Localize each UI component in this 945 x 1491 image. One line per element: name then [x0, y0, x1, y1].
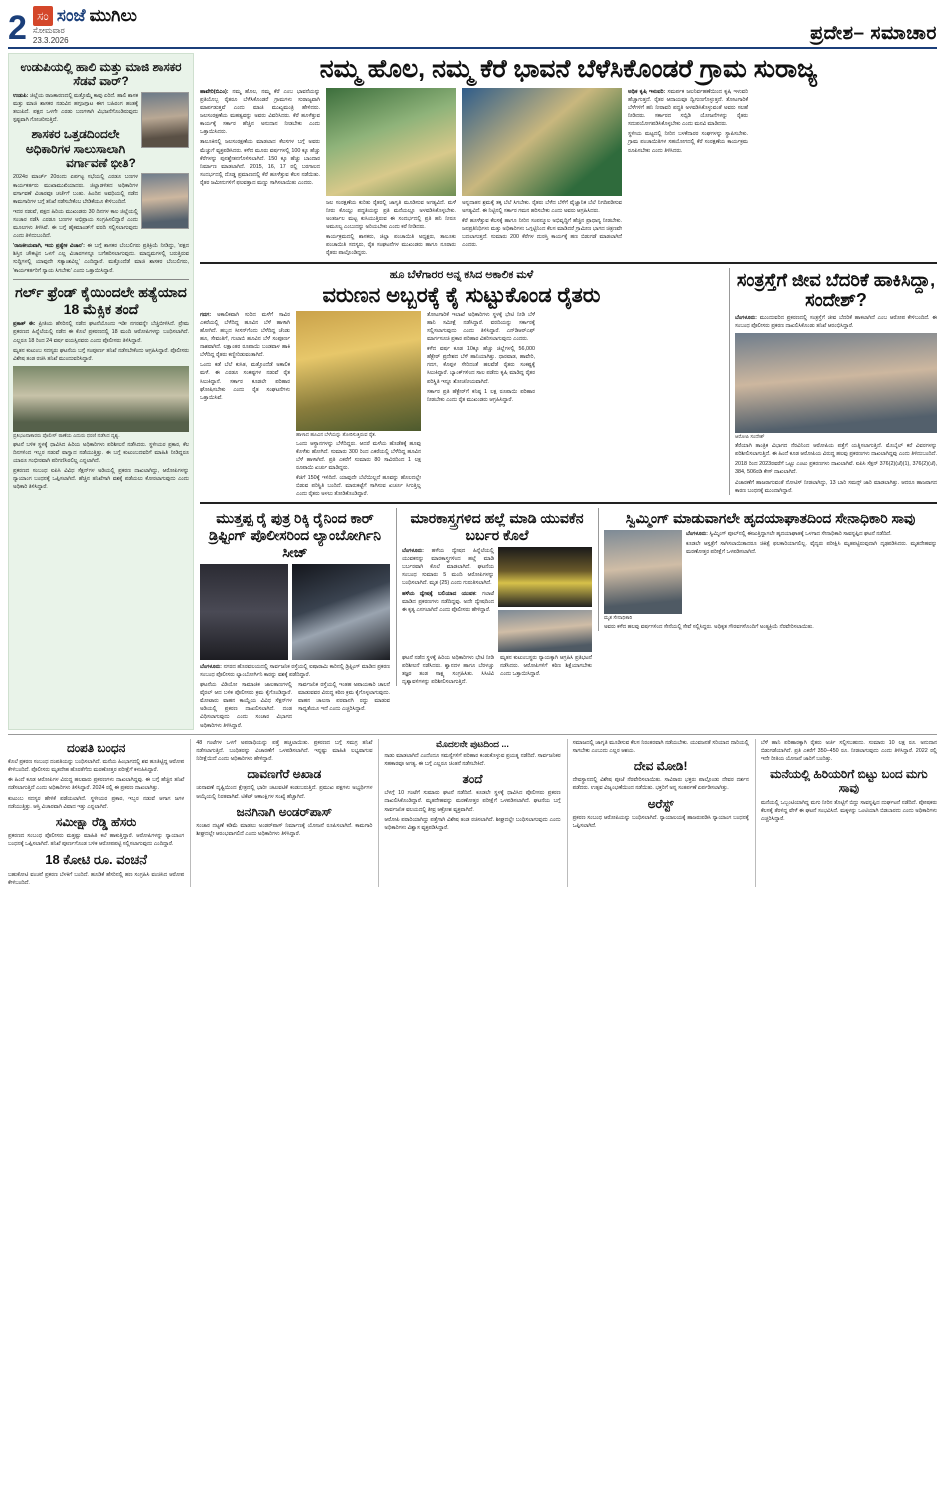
protest-photo-caption: ಪ್ರತಿಭಟನಾಕಾರರು ಪೊಲೀಸ್ ಠಾಣೆಯ ಎದುರು ಧರಣಿ ನಡೆಸಿದ ದೃಶ್ಯ. [13, 432, 120, 439]
publication-date: 23.3.2026 [32, 36, 69, 45]
threat-col-2: ತೆರೆಯಾಗಿ ತಾಂತ್ರಿಕ ವಿಭಾಗದ ನೆರವಿನಿಂದ ಆರೋಪಿಯ ಪತ್ತೆಗೆ ಯತ್ನಿಸಲಾಗುತ್ತಿದೆ. ಮೊಬೈಲ್ ಕರೆ ವಿವರಗಳನ್ನು ಪರಿಶೀಲಿಸಲಾಗುತ್ತಿದೆ. ಈ ಹಿಂದೆ ಕೂಡ ಆರೋಪಿಯ ವಿರುದ್ಧ ಹಲವು ಪ್ರಕರಣಗಳು ದಾಖಲಾಗಿದ್ದವು ಎಂದು ತಿಳಿದುಬಂದಿದೆ. [735, 443, 937, 458]
threat-photo-caption: ಆರೋಪಿ ಸಂದೇಶ್ [735, 434, 765, 441]
left-headline-1: ಉಡುಪಿಯಲ್ಲಿ ಹಾಲಿ ಮತ್ತು ಮಾಜಿ ಶಾಸಕರ ಸೆಡವೆ ವಾರ್? [20, 60, 182, 89]
murder-story [396, 508, 592, 686]
car-person-photo [200, 564, 288, 660]
bottom-col-2 [190, 739, 372, 887]
car-vehicle-photo [292, 564, 390, 660]
bottom-col1-p5: ಬಹುಕೋಟಿ ವಂಚನೆ ಪ್ರಕರಣ ಬೆಳಕಿಗೆ ಬಂದಿದೆ. ಹೂಡಿಕೆ ಹೆಸರಿನಲ್ಲಿ ಹಣ ಸಂಗ್ರಹಿಸಿ ವಂಚಿಸಿದ ಆರೋಪ ಕೇಳಿಬಂದಿದೆ. [8, 871, 185, 887]
murder-sub-kicker: ಹಳೆಯ ದ್ವೇಷಕ್ಕೆ ಬಲಿಯಾದ ಯುವಕ: [402, 590, 477, 597]
logo-subtitle: ಸೋಮವಾರ [32, 26, 65, 35]
left-article-3 [13, 320, 189, 344]
bottom-col2-p3: ಸಂಚಾರ ದಟ್ಟಣೆ ಕಡಿಮೆ ಮಾಡಲು ಅಂಡರ್‌ಪಾಸ್ ನಿರ್ಮಾಣಕ್ಕೆ ಯೋಜನೆ ರೂಪಿಸಲಾಗಿದೆ. ಕಾಮಗಾರಿ ಶೀಘ್ರದಲ್ಲೇ ಆರಂಭವಾಗಲಿದೆ ಎಂದು ಅಧಿಕಾರಿಗಳು ತಿಳಿಸಿದ್ದಾರೆ. [196, 823, 373, 838]
murder-col-2: ಗಲಾಟೆ ಮಾಡಿದ ಪ್ರಕರಣಗಳು ನಡೆದಿದ್ದವು. ಅದೇ ದ್ವೇಷದಿಂದ ಈ ಕೃತ್ಯ ಎಸಗಲಾಗಿದೆ ಎಂದು ಪೊಲೀಸರು ಹೇಳಿದ್ದಾರೆ. [402, 590, 495, 613]
rain-col-3b: ಕಳೆದ ವರ್ಷ ಕೂಡ 10ಕ್ಕೂ ಹೆಚ್ಚು ಜಿಲ್ಲೆಗಳಲ್ಲಿ 56,000 ಹೆಕ್ಟೇರ್ ಪ್ರದೇಶದ ಬೆಳೆ ಹಾನಿಯಾಗಿತ್ತು. ಧಾರವಾಡ, ಹಾವೇರಿ, ಗದಗ, ಕೊಪ್ಪಳ ಸೇರಿದಂತೆ ಹಲವೆಡೆ ರೈತರು ಸಂಕಷ್ಟಕ್ಕೆ ಸಿಲುಕಿದ್ದಾರೆ. ಬ್ಯಾಂಕ್‌ಗಳಿಂದ ಸಾಲ ಪಡೆದು ಕೃಷಿ ಮಾಡಿದ್ದ ರೈತರ ಪರಿಸ್ಥಿತಿ ಇನ್ನೂ ಶೋಚನೀಯವಾಗಿದೆ. [427, 346, 535, 385]
lead-col-4: ಸಮರ್ಪಕ ಜಲನಿರ್ವಹಣೆಯಿಂದ ಕೃಷಿ ಇಳುವರಿ ಹೆಚ್ಚಾಗುತ್ತದೆ. ರೈತರ ಆದಾಯವೂ ದ್ವಿಗುಣಗೊಳ್ಳುತ್ತದೆ. ತೋಟಗಾರಿಕೆ ಬೆಳೆಗಳಿಗೆ ಹನಿ ನೀರಾವರಿ ಪದ್ಧತಿ ಅಳವಡಿಸಿಕೊಳ್ಳುವಂತೆ ಅವರು ಸಲಹೆ ನೀಡಿದರು. ಸರ್ಕಾರದ ಸಬ್ಸಿಡಿ ಯೋಜನೆಗಳನ್ನು ರೈತರು ಸದುಪಯೋಗಪಡಿಸಿಕೊಳ್ಳಬೇಕು ಎಂದು ಮನವಿ ಮಾಡಿದರು. [628, 88, 748, 128]
murder-scene-photo [498, 547, 592, 607]
left-para-3: ಇದರ ನಡುವೆ, ಪಕ್ಷದ ಹಿರಿಯ ಮುಖಂಡರು 30 ದಿನಗಳ ಕಾಲ ಜಿಲ್ಲೆಯಲ್ಲಿ ಸಂಚಾರ ನಡೆಸಿ ಎರಡೂ ಬಣಗಳ ಅಭಿಪ್ರಾಯ ಸಂಗ್ರಹಿಸಲಿದ್ದಾರೆ ಎಂದು ಮೂಲಗಳು ತಿಳಿಸಿವೆ. ಈ ಬಗ್ಗೆ ಹೈಕಮಾಂಡ್‌ಗೆ ವರದಿ ಸಲ್ಲಿಸಲಾಗುವುದು ಎಂದು ತಿಳಿದುಬಂದಿದೆ. [13, 208, 138, 240]
left-headline-2: ಗರ್ಲ್‌ ಫ್ರೆಂಡ್‌ ಕೈಯಿಂದಲೇ ಹತ್ಯೆಯಾದ 18 ಮೆಕ್ಸಿಕ ತಂದೆ [15, 283, 187, 317]
rain-col-2b: ಕೆಜಿಗೆ 150ಕ್ಕೆ ಇಳಿದಿದೆ. ಯಾವುದೇ ಬೆಲೆಯಿಲ್ಲದೆ ಹೂವನ್ನು ಹೊಲದಲ್ಲೇ ಬಿಡುವ ಪರಿಸ್ಥಿತಿ ಬಂದಿದೆ. ಮಾರುಕಟ್ಟೆಗೆ ಸಾಗಿಸುವ ಖರ್ಚೂ ಸಿಗುತ್ತಿಲ್ಲ ಎಂದು ರೈತರು ಅಳಲು ತೋಡಿಕೊಂಡಿದ್ದಾರೆ. [296, 475, 421, 498]
bottom-col4-p2: ಪ್ರಕರಣ ಸಂಬಂಧ ಆರೋಪಿಯನ್ನು ಬಂಧಿಸಲಾಗಿದೆ. ನ್ಯಾಯಾಲಯಕ್ಕೆ ಹಾಜರುಪಡಿಸಿ ನ್ಯಾಯಾಂಗ ಬಂಧನಕ್ಕೆ ಒಪ್ಪಿಸಲಾಗಿದೆ. [572, 814, 749, 830]
bottom-head-3: 18 ಕೋಟಿ ರೂ. ವಂಚನೆ [45, 852, 147, 868]
bottom-col3-head-1: ತಂದೆ [462, 771, 483, 786]
bottom-col5-p0: ಬೆಳೆ ಹಾನಿ ಪರಿಹಾರಕ್ಕಾಗಿ ರೈತರು ಅರ್ಜಿ ಸಲ್ಲಿಸಬಹುದು. ಸುಮಾರು 10 ಲಕ್ಷ ರೂ. ಅನುದಾನ ಬಿಡುಗಡೆಯಾಗಿದೆ. ಪ್ರತಿ ಎಕರೆಗೆ 350–450 ರೂ. ನೀಡಲಾಗುವುದು ಎಂದು ತಿಳಿಸಿದ್ದಾರೆ. 2022 ರಲ್ಲಿ ಇದೇ ರೀತಿಯ ಯೋಜನೆ ಜಾರಿಗೆ ಬಂದಿತ್ತು. [760, 739, 938, 762]
left-lead-label: ಉಡುಪಿ: [13, 92, 29, 99]
portrait-photo-1 [141, 92, 189, 148]
threat-col-2c: ವಿಚಾರಣೆಗೆ ಹಾಜರಾಗುವಂತೆ ನೋಟಿಸ್ ನೀಡಲಾಗಿದ್ದು, 13 ಬಾರಿ ಸಮನ್ಸ್ ಜಾರಿ ಮಾಡಲಾಗಿತ್ತು. ಆದರೂ ಹಾಜರಾಗದ ಕಾರಣ ಬಂಧನಕ್ಕೆ ಮುಂದಾಗಿದ್ದಾರೆ. [735, 479, 937, 494]
threat-col-1: ಮುಂದುವರಿದ ಪ್ರಕರಣದಲ್ಲಿ ಸಂತ್ರಸ್ತೆಗೆ ಜೀವ ಬೆದರಿಕೆ ಹಾಕಲಾಗಿದೆ ಎಂಬ ಆರೋಪ ಕೇಳಿಬಂದಿದೆ. ಈ ಸಂಬಂಧ ಪೊಲೀಸರು ಪ್ರಕರಣ ದಾಖಲಿಸಿಕೊಂಡು ತನಿಖೆ ಆರಂಭಿಸಿದ್ದಾರೆ. [735, 314, 937, 329]
bottom-col1-p3: ಕುಟುಂಬ ಸದಸ್ಯರ ಹೇಳಿಕೆ ಪಡೆಯಲಾಗಿದೆ. ಸ್ಥಳೀಯರ ಪ್ರಕಾರ, ಇಬ್ಬರ ನಡುವೆ ಆಗಾಗ ಜಗಳ ನಡೆಯುತ್ತಿತ್ತು. ಆಸ್ತಿ ವಿಚಾರವಾಗಿ ವಿವಾದ ಇತ್ತು ಎನ್ನಲಾಗಿದೆ. [8, 795, 185, 810]
lead-headline: ನಮ್ಮ ಹೊಲ, ನಮ್ಮ ಕೆರೆ ಭಾವನೆ ಬೆಳೆಸಿಕೊಂಡರೆ ಗ್ರಾಮ ಸುರಾಜ್ಯ [319, 55, 818, 83]
left-sidebar-column [8, 53, 194, 730]
bottom-head-2: ಸಮೀಕ್ಷಾ ರೆಡ್ಡಿ ಹೆಸರು [55, 814, 137, 829]
bottom-col1-p2: ಈ ಹಿಂದೆ ಕೂಡ ಆರೋಪಿಗಳ ವಿರುದ್ಧ ಹಲವಾರು ಪ್ರಕರಣಗಳು ದಾಖಲಾಗಿದ್ದವು. ಈ ಬಗ್ಗೆ ಹೆಚ್ಚಿನ ತನಿಖೆ ನಡೆಸಲಾಗುತ್ತಿದೆ ಎಂದು ಅಧಿಕಾರಿಗಳು ತಿಳಿಸಿದ್ದಾರೆ. 2024 ರಲ್ಲಿ ಈ ಪ್ರಕರಣ ದಾಖಲಾಗಿತ್ತು. [8, 777, 185, 792]
car-col-2b: ಸಾರ್ವಜನಿಕ ರಸ್ತೆಯಲ್ಲಿ ಇಂತಹ ಅಪಾಯಕಾರಿ ಚಾಲನೆ ಮಾಡುವವರ ವಿರುದ್ಧ ಕಠಿಣ ಕ್ರಮ ಕೈಗೊಳ್ಳಲಾಗುವುದು. ವಾಹನ ಚಾಲನಾ ಪರವಾನಗಿ ರದ್ದು ಮಾಡುವ ಸಾಧ್ಯತೆಯೂ ಇದೆ ಎಂದು ಎಚ್ಚರಿಸಿದ್ದಾರೆ. [298, 682, 390, 713]
car-col-1: ನಗರದ ಹೊರವಲಯದಲ್ಲಿ ಸಾರ್ವಜನಿಕ ರಸ್ತೆಯಲ್ಲಿ ಐಷಾರಾಮಿ ಕಾರಿನಲ್ಲಿ ಡ್ರಿಫ್ಟಿಂಗ್ ಮಾಡಿದ ಪ್ರಕರಣ ಸಂಬಂಧ ಪೊಲೀಸರು ಲ್ಯಾಂಬೋರ್ಗಿನಿ ಕಾರನ್ನು ವಶಕ್ಕೆ ಪಡೆದಿದ್ದಾರೆ. [200, 663, 391, 678]
left-article-1 [13, 92, 189, 124]
murder-dateline: ಬೆಂಗಳೂರು: [402, 548, 424, 555]
lead-col-2b: ಕಾರ್ಯಕ್ರಮದಲ್ಲಿ ಶಾಸಕರು, ಜಿಲ್ಲಾ ಪಂಚಾಯಿತಿ ಅಧ್ಯಕ್ಷರು, ತಾಲೂಕು ಪಂಚಾಯಿತಿ ಸದಸ್ಯರು, ರೈತ ಸಂಘಟನೆಗಳ ಮುಖಂಡರು ಹಾಗೂ ನೂರಾರು ರೈತರು ಪಾಲ್ಗೊಂಡಿದ್ದರು. [326, 234, 456, 257]
lead-col-3b: ಕೆರೆ ಹೂಳೆತ್ತುವ ಕೆಲಸಕ್ಕೆ ಹಾಗೂ ನೀರಿನ ಸಂಪನ್ಮೂಲ ಅಭಿವೃದ್ಧಿಗೆ ಹೆಚ್ಚಿನ ಪ್ರಾಧಾನ್ಯ ನೀಡಬೇಕು. ಜನಪ್ರತಿನಿಧಿಗಳು ಮತ್ತು ಅಧಿಕಾರಿಗಳು ಒಗ್ಗಟ್ಟಿನಿಂದ ಕೆಲಸ ಮಾಡಿದರೆ ಗ್ರಾಮೀಣ ಭಾಗದ ಚಿತ್ರಣವೇ ಬದಲಾಗುತ್ತದೆ. ಸುಮಾರು 200 ಕೆರೆಗಳ ದುರಸ್ತಿ ಕಾರ್ಯಕ್ಕೆ ಹಣ ಬಿಡುಗಡೆ ಮಾಡಲಾಗಿದೆ ಎಂದರು. [462, 217, 622, 249]
rain-col-3: ತೋಟಗಾರಿಕೆ ಇಲಾಖೆ ಅಧಿಕಾರಿಗಳು ಸ್ಥಳಕ್ಕೆ ಭೇಟಿ ನೀಡಿ ಬೆಳೆ ಹಾನಿ ಸಮೀಕ್ಷೆ ನಡೆಸಿದ್ದಾರೆ. ವರದಿಯನ್ನು ಸರ್ಕಾರಕ್ಕೆ ಸಲ್ಲಿಸಲಾಗುವುದು ಎಂದು ತಿಳಿಸಿದ್ದಾರೆ. ಎನ್‌ಡಿಆರ್‌ಎಫ್ ಮಾರ್ಗಸೂಚಿ ಪ್ರಕಾರ ಪರಿಹಾರ ವಿತರಿಸಲಾಗುವುದು ಎಂದರು. [427, 311, 535, 342]
swim-col-1: ಸ್ವಿಮ್ಮಿಂಗ್ ಪೂಲ್‌ನಲ್ಲಿ ಈಜುತ್ತಿದ್ದಾಗಲೇ ಹೃದಯಾಘಾತಕ್ಕೆ ಒಳಗಾದ ಸೇನಾಧಿಕಾರಿ ಸಾವನ್ನಪ್ಪಿದ ಘಟನೆ ನಡೆದಿದೆ. [709, 531, 892, 538]
section-title: ಪ್ರದೇಶ– ಸಮಾಚಾರ [810, 23, 937, 44]
bottom-col5-head-1: ಮನೆಯಲ್ಲಿ ಹಿರಿಯರಿಗೆ ಬಿಟ್ಟು ಬಂದ ಮಗು ಸಾವು [770, 767, 928, 796]
threat-headline: ಸಂತ್ರಸ್ತೆಗೆ ಜೀವ ಬೆದರಿಕೆ ಹಾಕಿಸಿದ್ದಾ, ಸಂದೇಶ್? [736, 269, 936, 311]
murder-col-2c: ಮೃತನ ಕುಟುಂಬಸ್ಥರು ನ್ಯಾಯಕ್ಕಾಗಿ ಆಗ್ರಹಿಸಿ ಪ್ರತಿಭಟನೆ ನಡೆಸಿದರು. ಆರೋಪಿಗಳಿಗೆ ಕಠಿಣ ಶಿಕ್ಷೆಯಾಗಬೇಕು ಎಂದು ಒತ್ತಾಯಿಸಿದ್ದಾರೆ. [500, 655, 592, 678]
logo-word-2: ಮುಗಿಲು [89, 6, 137, 25]
bottom-col2-head-1: ದಾವಣಗೆರೆ ಅಖಾಡ [247, 767, 322, 782]
threat-dateline: ಬೆಂಗಳೂರು: [735, 314, 757, 321]
car-headline: ಮುತ್ತಪ್ಪ ರೈ ಪುತ್ರ ರಿಕ್ಕಿ ರೈನಿಂದ ಕಾರ್ ಡ್ರಿಫ್ಟಿಂಗ್ ಪೊಲೀಸರಿಂದ ಲ್ಯಾಂಬೋರ್ಗಿನಿ ಸೀಜ್ [208, 510, 382, 561]
bottom-col2-p2: ಚುನಾವಣೆ ದೃಷ್ಟಿಯಿಂದ ಕ್ಷೇತ್ರದಲ್ಲಿ ಭಾರೀ ಚಟುವಟಿಕೆ ಕಂಡುಬರುತ್ತಿದೆ. ಪ್ರಮುಖ ಪಕ್ಷಗಳು ಅಭ್ಯರ್ಥಿಗಳ ಆಯ್ಕೆಯಲ್ಲಿ ನಿರತವಾಗಿವೆ. ಟಿಕೆಟ್ ಆಕಾಂಕ್ಷಿಗಳ ಸಂಖ್ಯೆ ಹೆಚ್ಚಾಗಿದೆ. [196, 785, 373, 800]
bottom-col1-p4: ಪ್ರಕರಣದ ಸಂಬಂಧ ಪೊಲೀಸರು ಮತ್ತಷ್ಟು ಮಾಹಿತಿ ಕಲೆ ಹಾಕುತ್ತಿದ್ದಾರೆ. ಆರೋಪಿಗಳನ್ನು ನ್ಯಾಯಾಂಗ ಬಂಧನಕ್ಕೆ ಒಪ್ಪಿಸಲಾಗಿದೆ. ತನಿಖೆ ಪೂರ್ಣಗೊಂಡ ಬಳಿಕ ಆರೋಪಪಟ್ಟಿ ಸಲ್ಲಿಸಲಾಗುವುದು ಎಂದಿದ್ದಾರೆ. [8, 833, 185, 848]
threat-col-2b: 2018 ರಿಂದ 2023ರವರೆಗೆ ಒಟ್ಟು ಎಂಟು ಪ್ರಕರಣಗಳು ದಾಖಲಾಗಿವೆ. ಐಪಿಸಿ ಸೆಕ್ಷನ್ 376(2)(ಜೆ)(1), 376(2)(ಜೆ), 384, 506ರಡಿ ಕೇಸ್ ದಾಖಲಾಗಿದೆ. [735, 461, 937, 476]
bottom-col4-p1: ದೇವಸ್ಥಾನದಲ್ಲಿ ವಿಶೇಷ ಪೂಜೆ ನೆರವೇರಿಸಲಾಯಿತು. ಸಾವಿರಾರು ಭಕ್ತರು ಪಾಲ್ಗೊಂಡು ದೇವರ ದರ್ಶನ ಪಡೆದರು. ಉತ್ಸವ ವಿಜೃಂಭಣೆಯಿಂದ ನಡೆಯಿತು. ಭಕ್ತರಿಗೆ ಅನ್ನ ಸಂತರ್ಪಣೆ ಏರ್ಪಡಿಸಲಾಗಿತ್ತು. [572, 777, 749, 792]
swim-photo-caption: ಮೃತ ಸೇನಾಧಿಕಾರಿ [604, 615, 633, 622]
swim-dateline: ಬೆಂಗಳೂರು: [686, 531, 708, 538]
bottom-col2-head-2: ಜನಗಿನಾಗಿ ಅಂಡರ್‌ಪಾಸ್ [236, 804, 332, 819]
lead-col-3: ಅನ್ನದಾತನ ಶ್ರಮಕ್ಕೆ ತಕ್ಕ ಬೆಲೆ ಸಿಗಬೇಕು. ರೈತರು ಬೆಳೆದ ಬೆಳೆಗೆ ವೈಜ್ಞಾನಿಕ ಬೆಲೆ ನಿಗದಿಪಡಿಸುವ ಅಗತ್ಯವಿದೆ. ಈ ನಿಟ್ಟಿನಲ್ಲಿ ಸರ್ಕಾರ ಗಮನ ಹರಿಸಬೇಕು ಎಂದು ಅವರು ಆಗ್ರಹಿಸಿದರು. [462, 199, 622, 214]
main-column [200, 53, 937, 730]
swim-headline: ಸ್ವಿಮ್ಮಿಂಗ್ ಮಾಡುವಾಗಲೇ ಹೃದಯಾಘಾತದಿಂದ ಸೇನಾಧಿಕಾರಿ ಸಾವು [625, 510, 916, 527]
rain-dateline: ಗದಗ: [200, 311, 212, 318]
continued-label: ಮೊದಲನೇ ಪುಟದಿಂದ ... [436, 738, 509, 749]
top-area [8, 53, 937, 730]
threat-photo [735, 333, 937, 433]
bottom-col3-p2: ಆರೋಪಿ ಪರಾರಿಯಾಗಿದ್ದು ಪತ್ತೆಗಾಗಿ ವಿಶೇಷ ತಂಡ ರಚಿಸಲಾಗಿದೆ. ಶೀಘ್ರದಲ್ಲೇ ಬಂಧಿಸಲಾಗುವುದು ಎಂದು ಅಧಿಕಾರಿಗಳು ವಿಶ್ವಾಸ ವ್ಯಕ್ತಪಡಿಸಿದ್ದಾರೆ. [384, 816, 561, 831]
left-para-1: ಜಿಲ್ಲೆಯ ರಾಜಕಾರಣದಲ್ಲಿ ಮತ್ತೊಮ್ಮೆ ಕಾವು ಏರಿದೆ. ಹಾಲಿ ಶಾಸಕ ಮತ್ತು ಮಾಜಿ ಶಾಸಕರ ನಡುವಿನ ಹಗ್ಗಜಗ್ಗಾಟ ಈಗ ಬಹಿರಂಗ ಹಂತಕ್ಕೆ ತಲುಪಿದೆ. ಪಕ್ಷದ ಒಳಗೇ ಎರಡು ಬಣಗಳಾಗಿ ವಿಭಜನೆಗೊಂಡಿರುವುದು ಸ್ಪಷ್ಟವಾಗಿ ಗೋಚರಿಸುತ್ತಿದೆ. [13, 92, 138, 124]
rain-photo-caption: ಹಾಳಾದ ಹೂವಿನ ಬೆಳೆಯನ್ನು ತೋರಿಸುತ್ತಿರುವ ರೈತ. [296, 431, 377, 438]
rain-photo [296, 311, 421, 431]
rain-col-1b: ಒಂದು ಕಡೆ ಬೆಲೆ ಕುಸಿತ, ಮತ್ತೊಂದೆಡೆ ಅಕಾಲಿಕ ಮಳೆ. ಈ ಎರಡೂ ಸಂಕಷ್ಟಗಳ ನಡುವೆ ರೈತ ಸಿಲುಕಿದ್ದಾನೆ. ಸರ್ಕಾರ ಕೂಡಲೇ ಪರಿಹಾರ ಘೋಷಿಸಬೇಕು ಎಂದು ರೈತ ಸಂಘಟನೆಗಳು ಒತ್ತಾಯಿಸಿವೆ. [200, 362, 290, 401]
car-story [200, 508, 390, 729]
swim-col-2b: ಅವರು ಕಳೆದ ಹಲವು ವರ್ಷಗಳಿಂದ ಸೇನೆಯಲ್ಲಿ ಸೇವೆ ಸಲ್ಲಿಸಿದ್ದರು. ಅಧಿಕೃತ ಗೌರವಗಳೊಂದಿಗೆ ಅಂತ್ಯಕ್ರಿಯೆ ನೆರವೇರಿಸಲಾಯಿತು. [604, 624, 814, 631]
publication-logo [33, 6, 137, 45]
left-para-4: ಈ ಬಗ್ಗೆ ಶಾಸಕರ ಬೆಂಬಲಿಗರು ಪ್ರತಿಕ್ರಿಯೆ ನೀಡಿದ್ದು, 'ಪಕ್ಷದ ಶಿಸ್ತಿನ ಚೌಕಟ್ಟಿನ ಒಳಗೆ ಎಲ್ಲ ವಿಚಾರಗಳನ್ನೂ ಬಗೆಹರಿಸಲಾಗುವುದು. ಮಾಧ್ಯಮಗಳಲ್ಲಿ ಬರುತ್ತಿರುವ ಸುದ್ದಿಗಳಲ್ಲಿ ಯಾವುದೇ ಸತ್ಯಾಂಶವಿಲ್ಲ' ಎಂದಿದ್ದಾರೆ. ಮತ್ತೊಂದೆಡೆ ಮಾಜಿ ಶಾಸಕರ ಬೆಂಬಲಿಗರು, 'ಕಾರ್ಯಕರ್ತರಿಗೆ ನ್ಯಾಯ ಸಿಗಬೇಕು' ಎಂದು ಒತ್ತಾಯಿಸಿದ್ದಾರೆ. [13, 243, 189, 274]
second-row [200, 268, 937, 499]
bottom-col-1 [8, 739, 184, 887]
lead-col-4-label: ಅಧಿಕ ಕೃಷಿ ಇಳುವರಿ: [628, 88, 666, 95]
lead-photo-left [326, 88, 456, 196]
bottom-head-1: ದಂಪತಿ ಬಂಧನ [66, 740, 126, 755]
murder-victim-photo [498, 610, 592, 652]
lead-col-4-wrap [628, 88, 748, 129]
page-number: 2 [8, 9, 27, 47]
left-lead-label-2: ಪ್ರಕಾಶ್ ಈ: [13, 321, 36, 328]
murder-headline: ಮಾರಕಾಸ್ತ್ರಗಳಿದ ಹಲ್ಲೆ ಮಾಡಿ ಯುವಕೆನ ಬರ್ಬರ ಕೊಲೆ [410, 510, 584, 544]
bottom-col2-p1: 48 ಗಂಟೆಗಳ ಒಳಗೆ ಅಪರಾಧಿಯನ್ನು ಪತ್ತೆ ಹಚ್ಚಲಾಯಿತು. ಪ್ರಕರಣದ ಬಗ್ಗೆ ಸಮಗ್ರ ತನಿಖೆ ನಡೆಸಲಾಗುತ್ತಿದೆ. ಬಂಧಿತರನ್ನು ವಿಚಾರಣೆಗೆ ಒಳಪಡಿಸಲಾಗಿದೆ. ಇನ್ನಷ್ಟು ಮಾಹಿತಿ ಲಭ್ಯವಾಗುವ ನಿರೀಕ್ಷೆಯಿದೆ ಎಂದು ಅಧಿಕಾರಿಗಳು ಹೇಳಿದ್ದಾರೆ. [196, 739, 373, 762]
lead-story [200, 55, 937, 258]
rain-kicker: ಹೂ ಬೆಳೆಗಾರರ ಅನ್ನ ಕಸಿದ ಅಕಾಲಿಕ ಮಳೆ [389, 268, 534, 281]
bottom-col3-p0: ನಾಡು ಮಾಡಲಾಗಿದೆ ಎಂದೆಂದೂ ಸಮಸ್ಯೆಗಳಿಗೆ ಪರಿಹಾರ ಕಂಡುಕೊಳ್ಳುವ ಪ್ರಯತ್ನ ನಡೆದಿದೆ. ಸಾರ್ವಜನಿಕರ ಸಹಕಾರವೂ ಅಗತ್ಯ. ಈ ಬಗ್ಗೆ ಎಲ್ಲರೂ ಚಿಂತನೆ ನಡೆಸಬೇಕಿದೆ. [384, 752, 561, 767]
bottom-col5-p1: ಮನೆಯಲ್ಲಿ ಒಬ್ಬಂಟಿಯಾಗಿದ್ದ ಮಗು ನೀರಿನ ತೊಟ್ಟಿಗೆ ಬಿದ್ದು ಸಾವನ್ನಪ್ಪಿದ ದುರ್ಘಟನೆ ನಡೆದಿದೆ. ಪೋಷಕರು ಕೆಲಸಕ್ಕೆ ತೆರಳಿದ್ದ ವೇಳೆ ಈ ಘಟನೆ ಸಂಭವಿಸಿದೆ. ಮಕ್ಕಳನ್ನು ಒಂಟಿಯಾಗಿ ಬಿಡಬಾರದು ಎಂದು ಅಧಿಕಾರಿಗಳು ಎಚ್ಚರಿಸಿದ್ದಾರೆ. [760, 799, 938, 823]
portrait-photo-2 [141, 173, 189, 229]
logo-word-1: ಸಂಜೆ [56, 6, 86, 25]
swim-photo [604, 530, 682, 614]
bottom-col4-p0: ಸಮಾಜದಲ್ಲಿ ಜಾಗೃತಿ ಮೂಡಿಸುವ ಕೆಲಸ ನಿರಂತರವಾಗಿ ನಡೆಯಬೇಕು. ಯುವಜನತೆ ಸರಿಯಾದ ದಾರಿಯಲ್ಲಿ ಸಾಗಬೇಕು ಎಂಬುದು ಎಲ್ಲರ ಆಶಯ. [572, 739, 749, 754]
bottom-col-5 [755, 739, 937, 887]
left-para-7: ಘಟನೆ ಬಳಿಕ ಸ್ಥಳಕ್ಕೆ ಧಾವಿಸಿದ ಹಿರಿಯ ಅಧಿಕಾರಿಗಳು ಪರಿಶೀಲನೆ ನಡೆಸಿದರು. ಸ್ಥಳೀಯರ ಪ್ರಕಾರ, ಕೆಲ ದಿನಗಳಿಂದ ಇಬ್ಬರ ನಡುವೆ ವಾಗ್ವಾದ ನಡೆಯುತ್ತಿತ್ತು. ಈ ಬಗ್ಗೆ ಕುಟುಂಬದವರಿಗೆ ಮಾಹಿತಿ ನೀಡಿದ್ದರೂ ಯಾರೂ ಗಂಭೀರವಾಗಿ ಪರಿಗಣಿಸಿರಲಿಲ್ಲ ಎನ್ನಲಾಗಿದೆ. [13, 441, 189, 465]
lead-col-4b: ಸ್ಥಳೀಯ ಮಟ್ಟದಲ್ಲಿ ನೀರಿನ ಬಳಕೆದಾರರ ಸಂಘಗಳನ್ನು ಸ್ಥಾಪಿಸಬೇಕು. ಗ್ರಾಮ ಪಂಚಾಯಿತಿಗಳ ಸಹಯೋಗದಲ್ಲಿ ಕೆರೆ ಸಂರಕ್ಷಣೆಯ ಕಾರ್ಯಕ್ರಮ ರೂಪಿಸಬೇಕು ಎಂದು ತಿಳಿಸಿದರು. [628, 131, 748, 154]
lead-dateline: ಹಾವೇರಿ(ಬಿಎಂ): [200, 88, 229, 95]
bottom-col4-head-2: ಅರೆಸ್ಟ್ [647, 796, 674, 811]
murder-col-2b: ಘಟನೆ ನಡೆದ ಸ್ಥಳಕ್ಕೆ ಹಿರಿಯ ಅಧಿಕಾರಿಗಳು ಭೇಟಿ ನೀಡಿ ಪರಿಶೀಲನೆ ನಡೆಸಿದರು. ಶ್ವಾನದಳ ಹಾಗೂ ಬೆರಳಚ್ಚು ತಜ್ಞರ ತಂಡ ಸಾಕ್ಷ್ಯ ಸಂಗ್ರಹಿಸಿತು. ಸಿಸಿಟಿವಿ ದೃಶ್ಯಾವಳಿಗಳನ್ನು ಪರಿಶೀಲಿಸಲಾಗುತ್ತಿದೆ. [402, 655, 494, 686]
protest-photo [13, 366, 189, 432]
left-subhead-1: ಶಾಸಕರ ಒತ್ತಡದಿಂದಲೇ ಅಧಿಕಾರಿಗಳ ಸಾಲುಸಾಲಾಗಿ ವರ್ಗಾವಣೆ ಭೀತಿ? [25, 127, 136, 170]
third-row [200, 508, 937, 729]
bottom-col-4 [567, 739, 749, 887]
bottom-col3-p1: ಬೆಳಗ್ಗೆ 10 ಗಂಟೆಗೆ ಸುಮಾರು ಘಟನೆ ನಡೆದಿದೆ. ಕೂಡಲೇ ಸ್ಥಳಕ್ಕೆ ಧಾವಿಸಿದ ಪೊಲೀಸರು ಪ್ರಕರಣ ದಾಖಲಿಸಿಕೊಂಡಿದ್ದಾರೆ. ಮೃತದೇಹವನ್ನು ಮರಣೋತ್ತರ ಪರೀಕ್ಷೆಗೆ ಒಳಪಡಿಸಲಾಗಿದೆ. ಘಟನೆಯ ಬಗ್ಗೆ ಸಾರ್ವಜನಿಕ ವಲಯದಲ್ಲಿ ತೀವ್ರ ಆಕ್ರೋಶ ವ್ಯಕ್ತವಾಗಿದೆ. [384, 790, 561, 813]
rain-headline: ವರುಣನ ಅಬ್ಬರಕ್ಕೆ ಕೈ ಸುಟ್ಟುಕೊಂಡ ರೈತರು [322, 283, 601, 307]
left-para-2: 2024ರ ಮಾರ್ಚ್ 20ರಂದು ಏರ್ಪಟ್ಟ ಸಭೆಯಲ್ಲಿ ಎರಡೂ ಬಣಗಳ ಕಾರ್ಯಕರ್ತರು ಮುಖಾಮುಖಿಯಾದರು. ಜಿಲ್ಲಾಡಳಿತದ ಅಧಿಕಾರಿಗಳ ವರ್ಗಾವಣೆ ವಿಚಾರವೂ ಚರ್ಚೆಗೆ ಬಂತು. ಹಿಂದಿನ ಅವಧಿಯಲ್ಲಿ ನಡೆದ ಕಾಮಗಾರಿಗಳ ಬಗ್ಗೆ ತನಿಖೆ ನಡೆಸಬೇಕೆಂಬ ಬೇಡಿಕೆಯೂ ಕೇಳಿಬಂದಿದೆ. [13, 174, 138, 205]
left-para-5: ಪ್ರೀತಿಯ ಹೆಸರಿನಲ್ಲಿ ನಡೆದ ಘಟನೆಯೊಂದು ಇಡೀ ನಗರವನ್ನೇ ಬೆಚ್ಚಿಬೀಳಿಸಿದೆ. ಪ್ರೇಮ ಪ್ರಕರಣದ ಹಿನ್ನೆಲೆಯಲ್ಲಿ ನಡೆದ ಈ ಕೊಲೆ ಪ್ರಕರಣದಲ್ಲಿ 18 ಮಂದಿ ಆರೋಪಿಗಳನ್ನು ಬಂಧಿಸಲಾಗಿದೆ. ಎಲ್ಲರೂ 18 ರಿಂದ 24 ವರ್ಷ ವಯಸ್ಸಿನವರು ಎಂದು ಪೊಲೀಸರು ತಿಳಿಸಿದ್ದಾರೆ. [13, 321, 189, 344]
murder-col-1: ಹಳೆಯ ದ್ವೇಷದ ಹಿನ್ನೆಲೆಯಲ್ಲಿ ಯುವಕನನ್ನು ಮಾರಕಾಸ್ತ್ರಗಳಿಂದ ಹಲ್ಲೆ ಮಾಡಿ ಬರ್ಬರವಾಗಿ ಕೊಲೆ ಮಾಡಲಾಗಿದೆ. ಘಟನೆಯ ಸಂಬಂಧ ಸುಮಾರು 5 ಮಂದಿ ಆರೋಪಿಗಳನ್ನು ಬಂಧಿಸಲಾಗಿದೆ. ಮೃತ (25) ಎಂದು ಗುರುತಿಸಲಾಗಿದೆ. [402, 548, 494, 587]
threat-story [729, 268, 937, 495]
bottom-col-3 [378, 739, 560, 887]
car-col-2: ಘಟನೆಯ ವಿಡಿಯೋ ಸಾಮಾಜಿಕ ಜಾಲತಾಣಗಳಲ್ಲಿ ವೈರಲ್ ಆದ ಬಳಿಕ ಪೊಲೀಸರು ಕ್ರಮ ಕೈಗೊಂಡಿದ್ದಾರೆ. ಮೋಟಾರು ವಾಹನ ಕಾಯ್ದೆಯ ವಿವಿಧ ಸೆಕ್ಷನ್‌ಗಳ ಅಡಿಯಲ್ಲಿ ಪ್ರಕರಣ ದಾಖಲಿಸಲಾಗಿದೆ. ದಂಡ ವಿಧಿಸಲಾಗುವುದು ಎಂದು ಸಂಚಾರ ವಿಭಾಗದ ಅಧಿಕಾರಿಗಳು ತಿಳಿಸಿದ್ದಾರೆ. [200, 682, 292, 729]
lead-col-2: ಜಲ ಸಂರಕ್ಷಣೆಯ ಕುರಿತು ರೈತರಲ್ಲಿ ಜಾಗೃತಿ ಮೂಡಿಸುವ ಅಗತ್ಯವಿದೆ. ಮಳೆ ನೀರು ಕೊಯ್ಲು ಪದ್ಧತಿಯನ್ನು ಪ್ರತಿ ಮನೆಯಲ್ಲೂ ಅಳವಡಿಸಿಕೊಳ್ಳಬೇಕು. ಅಂತರ್ಜಲ ಮಟ್ಟ ಕುಸಿಯುತ್ತಿರುವ ಈ ಸಂದರ್ಭದಲ್ಲಿ ಪ್ರತಿ ಹನಿ ನೀರೂ ಅಮೂಲ್ಯ ಎಂಬುದನ್ನು ಅರಿಯಬೇಕು ಎಂದು ಕರೆ ನೀಡಿದರು. [326, 199, 456, 231]
lead-col-1b: ತಾಲೂಕಿನಲ್ಲಿ ಜಲಸಂರಕ್ಷಣೆಯ ಮಾಡಲಾದ ಕೆಲಸಗಳ ಬಗ್ಗೆ ಅವರು ಮೆಚ್ಚುಗೆ ವ್ಯಕ್ತಪಡಿಸಿದರು. ಕಳೆದ ಮೂರು ವರ್ಷಗಳಲ್ಲಿ 100 ಕ್ಕೂ ಹೆಚ್ಚು ಕೆರೆಗಳನ್ನು ಪುನಶ್ಚೇತನಗೊಳಿಸಲಾಗಿದೆ. 150 ಕ್ಕೂ ಹೆಚ್ಚು ಬಾಂದಾರ ನಿರ್ಮಾಣ ಮಾಡಲಾಗಿದೆ. 2015, 16, 17 ರಲ್ಲಿ ಬರಗಾಲದ ಸಂದರ್ಭದಲ್ಲಿ ದೊಡ್ಡ ಪ್ರಮಾಣದಲ್ಲಿ ಕೆರೆ ಹೂಳೆತ್ತುವ ಕೆಲಸ ನಡೆಯಿತು. ರೈತರ ಜಮೀನುಗಳಿಗೆ ಫಲವತ್ತಾದ ಮಣ್ಣು ಸಾಗಿಸಲಾಯಿತು ಎಂದರು. [200, 139, 320, 186]
swim-story [598, 508, 937, 631]
bottom-col1-p1: ಕೊಲೆ ಪ್ರಕರಣ ಸಂಬಂಧ ದಂಪತಿಯನ್ನು ಬಂಧಿಸಲಾಗಿದೆ. ಮನೆಯ ಹಿಂಭಾಗದಲ್ಲಿ ಶವ ಹೂತಿಟ್ಟಿದ್ದ ಆರೋಪ ಕೇಳಿಬಂದಿದೆ. ಪೊಲೀಸರು ಮೃತದೇಹ ಹೊರತೆಗೆದು ಮರಣೋತ್ತರ ಪರೀಕ್ಷೆಗೆ ಕಳುಹಿಸಿದ್ದಾರೆ. [8, 759, 185, 774]
swim-col-2: ಕೂಡಲೇ ಆಸ್ಪತ್ರೆಗೆ ಸಾಗಿಸಲಾಯಿತಾದರೂ ಚಿಕಿತ್ಸೆ ಫಲಕಾರಿಯಾಗಲಿಲ್ಲ. ವೈದ್ಯರು ಪರೀಕ್ಷಿಸಿ ಮೃತಪಟ್ಟಿರುವುದಾಗಿ ದೃಢಪಡಿಸಿದರು. ಮೃತದೇಹವನ್ನು ಮರಣೋತ್ತರ ಪರೀಕ್ಷೆಗೆ ಒಳಪಡಿಸಲಾಗಿದೆ. [686, 541, 937, 556]
rain-col-2: ಒಂದು ಆಸ್ಥಾನಗಳನ್ನು ಬೆಳೆದಿದ್ದರು. ಆದರೆ ಮಳೆಯ ಹೊಡೆತಕ್ಕೆ ಹೂವು ಕೊಳೆತು ಹೋಗಿದೆ. ಸುಮಾರು 300 ರಿಂದ ಎಕರೆಯಲ್ಲಿ ಬೆಳೆದಿದ್ದ ಹೂವಿನ ಬೆಳೆ ಹಾಳಾಗಿದೆ. ಪ್ರತಿ ಎಕರೆಗೆ ಸುಮಾರು 80 ಸಾವಿರದಿಂದ 1 ಲಕ್ಷ ರೂಪಾಯಿ ಖರ್ಚು ಮಾಡಿದ್ದರು. [296, 440, 421, 471]
logo-mark-icon: ಸಂ [33, 6, 53, 26]
left-article-2 [13, 173, 189, 205]
car-dateline: ಬೆಂಗಳೂರು: [200, 663, 222, 670]
bottom-area [8, 734, 937, 887]
rain-col-3c: ಸರ್ಕಾರ ಪ್ರತಿ ಹೆಕ್ಟೇರ್‌ಗೆ ಕನಿಷ್ಠ 1 ಲಕ್ಷ ರೂಪಾಯಿ ಪರಿಹಾರ ನೀಡಬೇಕು ಎಂದು ರೈತ ಮುಖಂಡರು ಆಗ್ರಹಿಸಿದ್ದಾರೆ. [427, 388, 535, 403]
left-quote-head: 'ರಾಜಕೀಯವಾಗಿ, ಇದು ಪ್ರತ್ಯೇಕ ವಿಚಾರ': [13, 243, 85, 250]
left-para-8: ಪ್ರಕರಣದ ಸಂಬಂಧ ಐಪಿಸಿ ವಿವಿಧ ಸೆಕ್ಷನ್‌ಗಳ ಅಡಿಯಲ್ಲಿ ಪ್ರಕರಣ ದಾಖಲಾಗಿದ್ದು, ಆರೋಪಿಗಳನ್ನು ನ್ಯಾಯಾಂಗ ಬಂಧನಕ್ಕೆ ಒಪ್ಪಿಸಲಾಗಿದೆ. ಹೆಚ್ಚಿನ ತನಿಖೆಗಾಗಿ ವಶಕ್ಕೆ ಪಡೆಯಲು ಕೋರಲಾಗುವುದು ಎಂದು ಅಧಿಕಾರಿ ತಿಳಿಸಿದ್ದಾರೆ. [13, 468, 189, 491]
lead-photo-right [462, 88, 622, 196]
lead-lead-label-wrap [200, 88, 320, 137]
lead-col-1: ನಮ್ಮ ಹೊಲ, ನಮ್ಮ ಕೆರೆ ಎಂಬ ಭಾವನೆಯನ್ನು ಪ್ರತಿಯೊಬ್ಬ ರೈತರೂ ಬೆಳೆಸಿಕೊಂಡರೆ ಗ್ರಾಮಗಳು ಸುರಾಜ್ಯವಾಗಿ ಮಾರ್ಪಡುತ್ತವೆ ಎಂದು ಮಾಜಿ ಮುಖ್ಯಮಂತ್ರಿ ಹೇಳಿದರು. ಜಲಸಂರಕ್ಷಣೆಯ ಮಹತ್ವವನ್ನು ಅವರು ವಿವರಿಸಿದರು. ಕೆರೆ ಹೂಳೆತ್ತುವ ಕಾರ್ಯಕ್ಕೆ ಸರ್ಕಾರ ಹೆಚ್ಚಿನ ಅನುದಾನ ನೀಡಬೇಕು ಎಂದು ಒತ್ತಾಯಿಸಿದರು. [200, 88, 321, 136]
left-para-6: ಮೃತನ ಕುಟುಂಬ ಸದಸ್ಯರು ಘಟನೆಯ ಬಗ್ಗೆ ಸಂಪೂರ್ಣ ತನಿಖೆ ನಡೆಸಬೇಕೆಂದು ಆಗ್ರಹಿಸಿದ್ದಾರೆ. ಪೊಲೀಸರು ವಿಶೇಷ ತಂಡ ರಚಿಸಿ ತನಿಖೆ ಮುಂದುವರಿಸಿದ್ದಾರೆ. [13, 347, 189, 362]
masthead [8, 6, 937, 49]
left-quote-block [13, 242, 189, 274]
bottom-col4-head-1: ದೇವ ಮೋಡಿ! [633, 758, 688, 773]
rain-story [200, 268, 723, 499]
rain-col-1: ಅಕಾಲಿಕವಾಗಿ ಸುರಿದ ಮಳೆಗೆ ಸಾವಿರ ಎಕರೆಯಲ್ಲಿ ಬೆಳೆದಿದ್ದ ಹೂವಿನ ಬೆಳೆ ಹಾಳಾಗಿ ಹೋಗಿದೆ. ಹಬ್ಬದ ಸೀಸನ್‌ಗೆಂದು ಬೆಳೆದಿದ್ದ ಚೆಂಡು ಹೂ, ಸೇವಂತಿಗೆ, ಗುಲಾಬಿ ಹೂವಿನ ಬೆಳೆ ಸಂಪೂರ್ಣ ನಾಶವಾಗಿದೆ. ಲಕ್ಷಾಂತರ ರೂಪಾಯಿ ಬಂಡವಾಳ ಹಾಕಿ ಬೆಳೆದಿದ್ದ ರೈತರು ಕಣ್ಣೀರಿಡುವಂತಾಗಿದೆ. [200, 311, 290, 359]
